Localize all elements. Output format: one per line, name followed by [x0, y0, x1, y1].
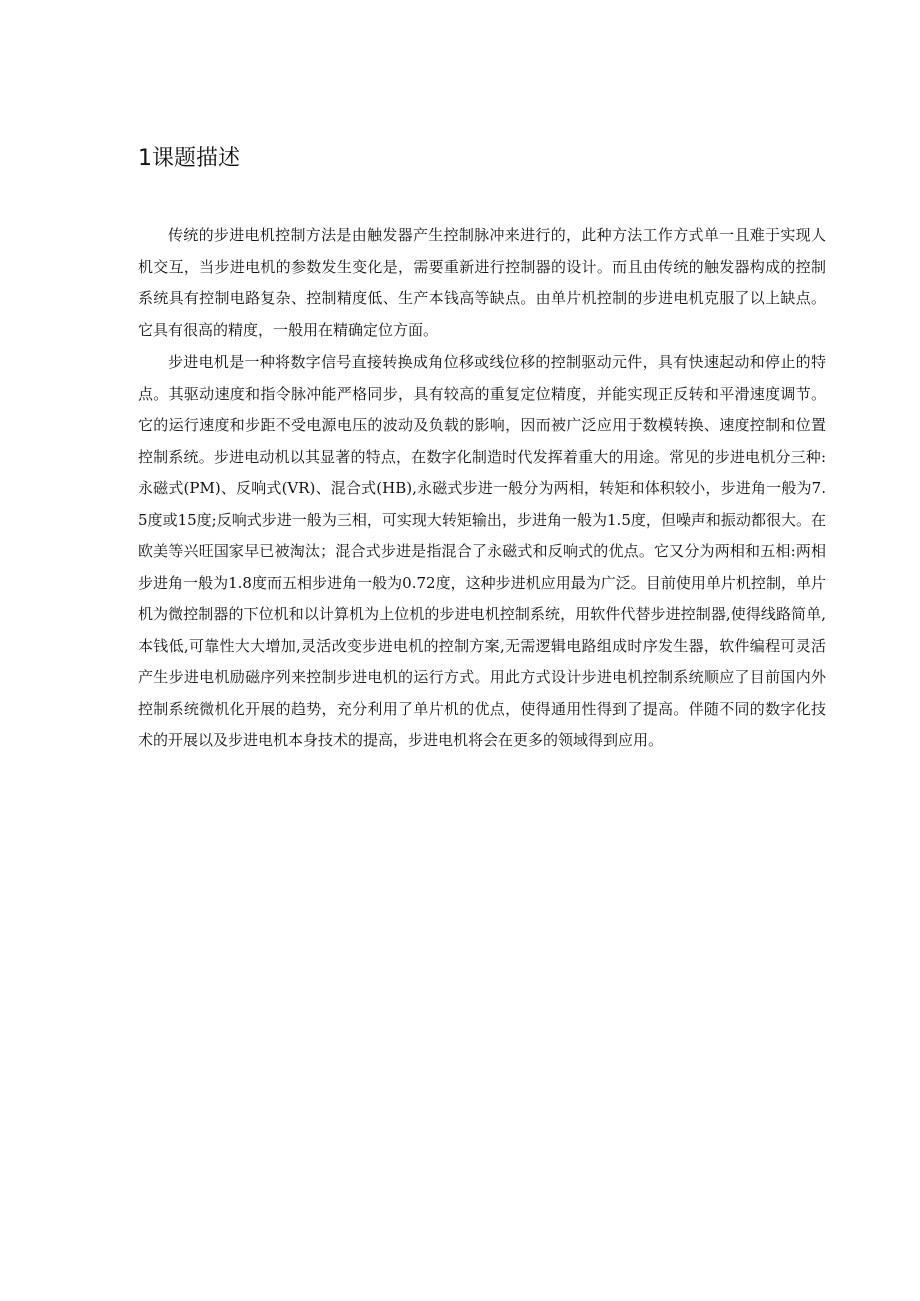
section-heading: 1课题描述 [138, 146, 240, 171]
paragraph-2: 步进电机是一种将数字信号直接转换成角位移或线位移的控制驱动元件，具有快速起动和停止的特点。其驱动速度和指令脉冲能严格同步，具有较高的重复定位精度，并能实现正反转和平滑速度调节。它的运行速度和步距不受电源电压的波动及负载的影响，因而被广泛应用于数模转换、速度控制和位置控制系统。步进电动机以其显著的特点，在数字化制造时代发挥着重大的用途。常见的步进电机分三种:永磁式(PM)、反响式(VR)、混合式(HB),永磁式步进一般分为两相，转矩和体积较小，步进角一般为7.5度或15度;反响式步进一般为三相，可实现大转矩输出，步进角一般为1.5度，但噪声和振动都很大。在欧美等兴旺国家早已被淘汰；混合式步进是指混合了永磁式和反响式的优点。它又分为两相和五相:两相步进角一般为1.8度而五相步进角一般为0.72度，这种步进机应用最为广泛。目前使用单片机控制，单片机为微控制器的下位机和以计算机为上位机的步进电机控制系统，用软件代替步进控制器,使得线路简单,本钱低,可靠性大大增加,灵活改变步进电机的控制方案,无需逻辑电路组成时序发生器，软件编程可灵活产生步进电机励磁序列来控制步进电机的运行方式。用此方式设计步进电机控制系统顺应了目前国内外控制系统微机化开展的趋势，充分利用了单片机的优点，使得通用性得到了提高。伴随不同的数字化技术的开展以及步进电机本身技术的提高，步进电机将会在更多的领域得到应用。 [138, 353, 826, 749]
paragraph-1: 传统的步进电机控制方法是由触发器产生控制脉冲来进行的，此种方法工作方式单一且难于实现人机交互，当步进电机的参数发生变化是，需要重新进行控制器的设计。而且由传统的触发器构成的控制系统具有控制电路复杂、控制精度低、生产本钱高等缺点。由单片机控制的步进电机克服了以上缺点。它具有很高的精度，一般用在精确定位方面。 [138, 226, 826, 339]
section-body [138, 220, 826, 757]
